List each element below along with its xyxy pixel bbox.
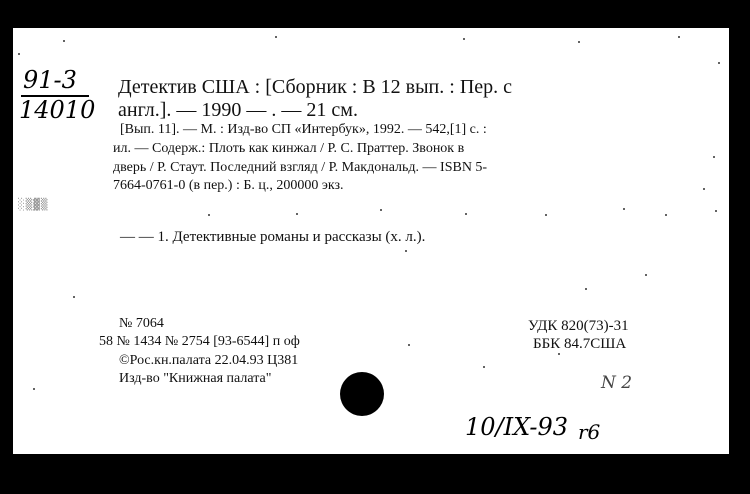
description-line-3: дверь / Р. Стаут. Последний взгляд / Р. Макдональд. — ISBN 5- bbox=[113, 160, 488, 175]
dust-dot bbox=[380, 209, 382, 211]
dust-dot bbox=[585, 288, 587, 290]
dust-dot bbox=[463, 38, 465, 40]
dust-dot bbox=[703, 188, 705, 190]
dust-dot bbox=[483, 366, 485, 368]
dust-dot bbox=[63, 40, 65, 42]
dust-dot bbox=[665, 214, 667, 216]
dust-dot bbox=[296, 213, 298, 215]
dust-dot bbox=[405, 250, 407, 252]
catalog-card bbox=[13, 28, 729, 454]
dust-dot bbox=[73, 296, 75, 298]
dust-dot bbox=[33, 388, 35, 390]
footer-line-2: 58 № 1434 № 2754 [93-6544] п оф bbox=[99, 334, 300, 349]
dust-dot bbox=[275, 36, 277, 38]
footer-number: № 7064 bbox=[119, 316, 164, 331]
dust-dot bbox=[408, 344, 410, 346]
call-number-top: 91-3 bbox=[23, 66, 77, 94]
dust-dot bbox=[545, 214, 547, 216]
bbk-code: ББК 84.7США bbox=[533, 336, 627, 352]
heading-line-1: Детектив США : [Сборник : В 12 вып. : Пер. с bbox=[118, 76, 513, 98]
call-number-bottom: 14010 bbox=[19, 96, 96, 124]
dust-dot bbox=[558, 353, 560, 355]
dust-dot bbox=[18, 53, 20, 55]
description-line-4: 7664-0761-0 (в пер.) : Б. ц., 200000 экз. bbox=[113, 178, 344, 193]
footer-line-4: Изд-во "Книжная палата" bbox=[119, 371, 272, 386]
dust-dot bbox=[623, 208, 625, 210]
description-line-2: ил. — Содерж.: Плоть как кинжал / Р. С. Праттер. Звонок в bbox=[113, 141, 465, 156]
dust-dot bbox=[715, 210, 717, 212]
dust-dot bbox=[713, 156, 715, 158]
ink-blot bbox=[340, 372, 384, 416]
side-mark: N 2 bbox=[601, 373, 633, 393]
faded-stamp: ░▒▓▒ bbox=[18, 198, 49, 211]
dust-dot bbox=[578, 41, 580, 43]
footer-line-3: ©Рос.кн.палата 22.04.93 Ц381 bbox=[119, 353, 299, 368]
udk-code: УДК 820(73)-31 bbox=[528, 318, 629, 334]
dust-dot bbox=[208, 214, 210, 216]
subject-heading: — — 1. Детективные романы и рассказы (х. л.). bbox=[120, 229, 426, 245]
dust-dot bbox=[645, 274, 647, 276]
handwritten-date: 10/IX-93 bbox=[465, 413, 568, 441]
dust-dot bbox=[718, 62, 720, 64]
heading-line-2: англ.]. — 1990 — . — 21 см. bbox=[118, 99, 358, 121]
dust-dot bbox=[465, 213, 467, 215]
dust-dot bbox=[678, 36, 680, 38]
description-line-1: [Вып. 11]. — М. : Изд-во СП «Интербук», 1992. — 542,[1] с. : bbox=[120, 122, 487, 137]
handwritten-suffix: r6 bbox=[578, 420, 601, 444]
